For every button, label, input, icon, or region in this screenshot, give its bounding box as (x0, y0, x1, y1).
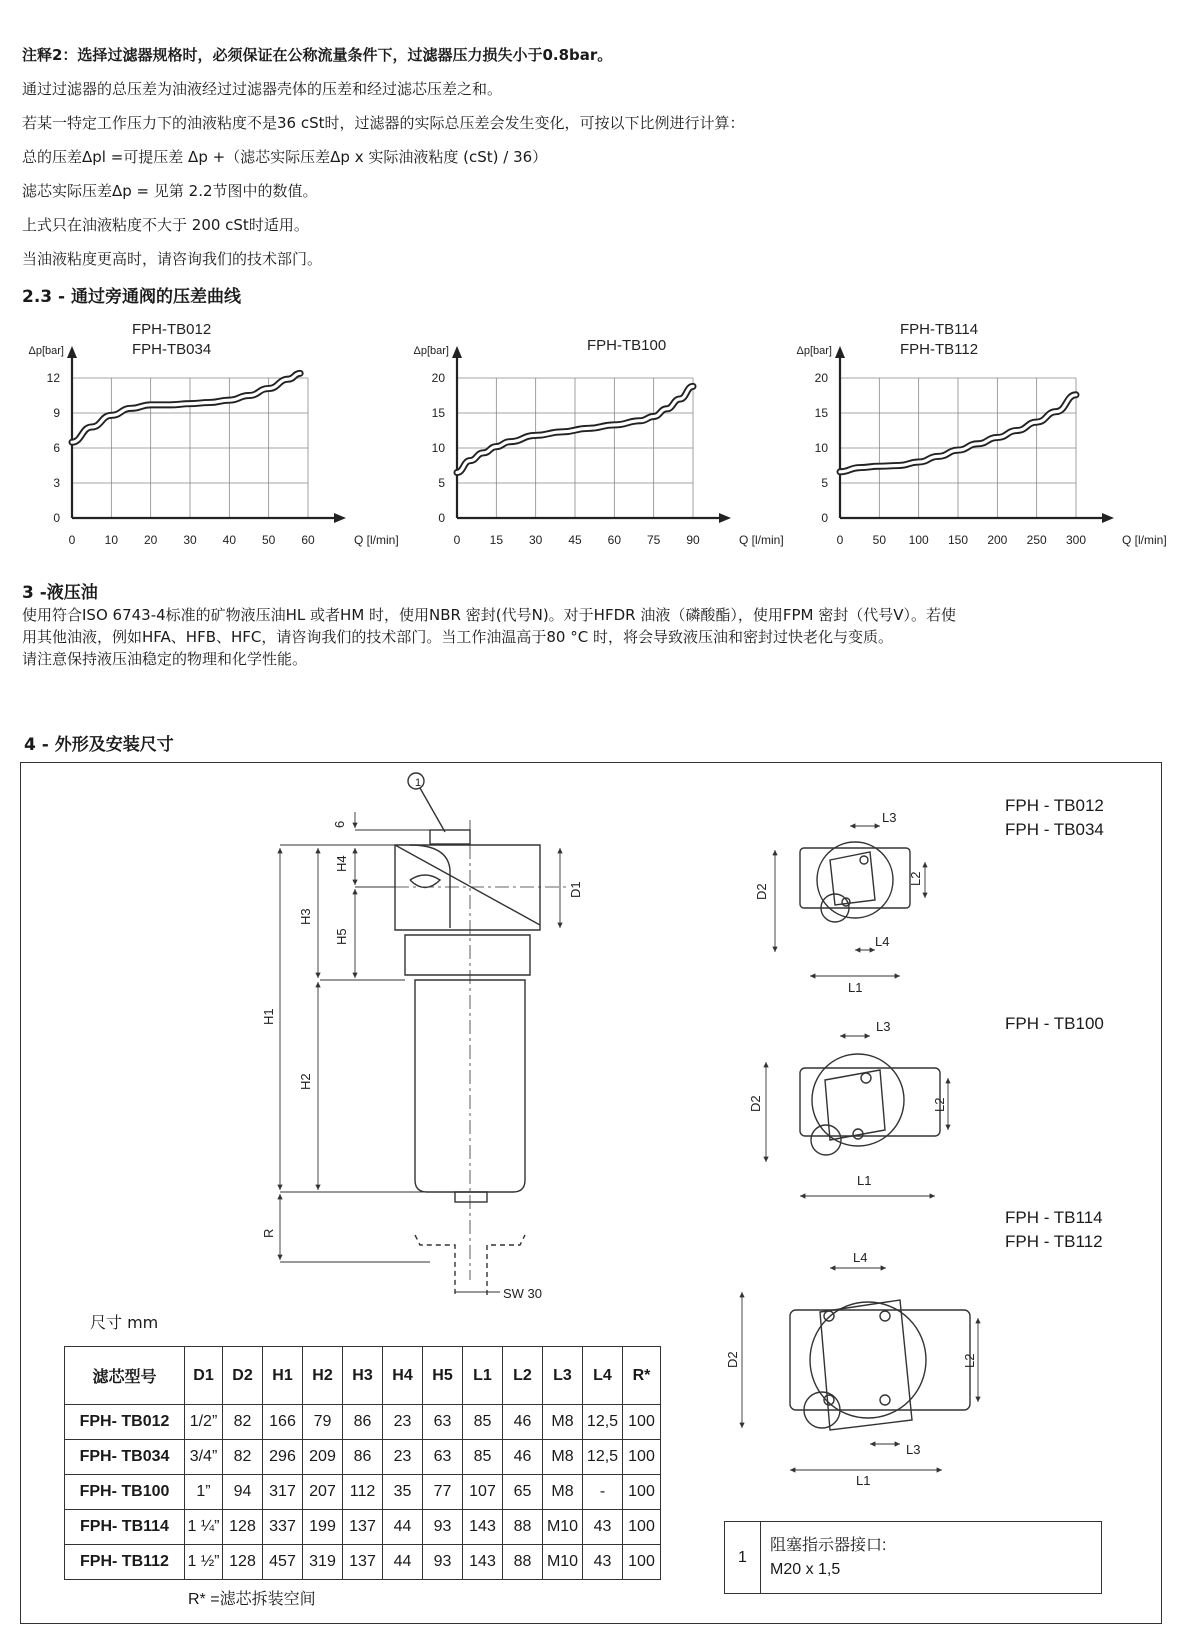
table-cell: M8 (543, 1475, 583, 1510)
table-cell: 137 (343, 1510, 383, 1545)
x-tick-label: 300 (1065, 533, 1087, 547)
table-cell: 3/4” (185, 1440, 223, 1475)
table-cell: 44 (383, 1510, 423, 1545)
table-cell: 23 (383, 1405, 423, 1440)
table-cell: 65 (503, 1475, 543, 1510)
y-tick-label: 0 (438, 511, 445, 525)
table-row (65, 1475, 661, 1510)
x-axis-label: Q [l/min] (739, 533, 784, 547)
table-cell: 77 (423, 1475, 463, 1510)
dim-r: R (261, 1228, 276, 1238)
note-line: 通过过滤器的总压差为油液经过过滤器壳体的压差和经过滤芯压差之和。 (22, 80, 503, 98)
series-line (72, 373, 300, 442)
table-cell: 43 (583, 1545, 623, 1580)
table-header-cell: D2 (223, 1347, 263, 1405)
table-cell: 46 (503, 1440, 543, 1475)
dim-l1: L1 (848, 980, 863, 995)
table-cell: 88 (503, 1545, 543, 1580)
table-cell: 1 ½” (185, 1545, 223, 1580)
table-cell: M8 (543, 1405, 583, 1440)
table-cell: 143 (463, 1545, 503, 1580)
unit-label: 尺寸 mm (90, 1313, 159, 1332)
chart-title: FPH-TB034 (132, 341, 212, 358)
paragraph-line: 使用符合ISO 6743-4标准的矿物液压油HL 或者HM 时，使用NBR 密封(代号N)。对于HFDR 油液（磷酸酯），使用FPM 密封（代号V）。若使 (22, 606, 956, 624)
dim-l4: L4 (875, 934, 890, 949)
y-tick-label: 3 (53, 476, 60, 490)
model-cell: FPH- TB112 (65, 1545, 185, 1580)
dim-h5: H5 (334, 928, 349, 945)
x-tick-label: 50 (872, 533, 887, 547)
note-line: 当油液粘度更高时，请咨询我们的技术部门。 (22, 250, 323, 268)
table-cell: 209 (303, 1440, 343, 1475)
table-header-cell: H2 (303, 1347, 343, 1405)
x-tick-label: 250 (1026, 533, 1047, 547)
table-cell: 12,5 (583, 1440, 623, 1475)
table-cell: 128 (223, 1545, 263, 1580)
table-cell: 86 (343, 1405, 383, 1440)
x-axis-arrow (334, 513, 346, 523)
table-body (65, 1405, 661, 1580)
table-cell: 1 ¼” (185, 1510, 223, 1545)
table-cell: 319 (303, 1545, 343, 1580)
table-cell: 112 (343, 1475, 383, 1510)
table-cell: 107 (463, 1475, 503, 1510)
table-header-cell: 滤芯型号 (65, 1347, 185, 1405)
table-cell: 86 (343, 1440, 383, 1475)
table-cell: 88 (503, 1510, 543, 1545)
legend-text (770, 1534, 886, 1582)
note-2: 注释2：选择过滤器规格时，必须保证在公称流量条件下，过滤器压力损失小于0.8bar。 (22, 46, 613, 64)
model-cell: FPH- TB114 (65, 1510, 185, 1545)
model-label: FPH - TB012 (1005, 796, 1104, 815)
table-cell: 317 (263, 1475, 303, 1510)
x-tick-label: 40 (222, 533, 237, 547)
paragraph-line: 请注意保持液压油稳定的物理和化学性能。 (22, 650, 308, 668)
x-axis-arrow (1102, 513, 1114, 523)
note-line: 上式只在油液粘度不大于 200 cSt时适用。 (22, 216, 309, 234)
section-title-4: 4 - 外形及安装尺寸 (24, 735, 174, 755)
table-cell: M8 (543, 1440, 583, 1475)
y-axis-label: Δp[bar] (28, 345, 64, 357)
table-cell: 93 (423, 1510, 463, 1545)
dimensions-table (64, 1346, 661, 1580)
table-row (65, 1405, 661, 1440)
note-line: 若某一特定工作压力下的油液粘度不是36 cSt时，过滤器的实际总压差会发生变化，可按以下比例进行计算： (22, 114, 745, 132)
note-line: 滤芯实际压差Δp = 见第 2.2节图中的数值。 (22, 182, 318, 200)
x-tick-label: 0 (453, 533, 461, 547)
table-cell: 63 (423, 1405, 463, 1440)
charts-row (0, 310, 1200, 560)
table-cell: 100 (623, 1405, 661, 1440)
table-cell: 82 (223, 1405, 263, 1440)
chart-title: FPH-TB112 (900, 341, 979, 358)
table-cell: 457 (263, 1545, 303, 1580)
hydraulic-oil-text (22, 604, 1182, 670)
table-header-row (65, 1347, 661, 1405)
y-tick-label: 5 (438, 476, 445, 490)
x-tick-label: 50 (261, 533, 276, 547)
dim-h3: H3 (298, 908, 313, 925)
y-tick-label: 5 (821, 476, 828, 490)
chart-title: FPH-TB012 (132, 321, 212, 338)
table-header-cell: H4 (383, 1347, 423, 1405)
dim-d2: D2 (725, 1351, 740, 1368)
x-tick-label: 45 (568, 533, 582, 547)
dim-h1: H1 (261, 1008, 276, 1025)
y-tick-label: 6 (53, 441, 60, 455)
table-cell: 46 (503, 1405, 543, 1440)
x-tick-label: 10 (104, 533, 119, 547)
y-tick-label: 0 (53, 511, 60, 525)
x-tick-label: 60 (301, 533, 315, 547)
table-footnote: R* =滤芯拆装空间 (188, 1591, 316, 1608)
dim-l2: L2 (962, 1353, 977, 1368)
model-cell: FPH- TB012 (65, 1405, 185, 1440)
y-tick-label: 9 (53, 406, 60, 420)
x-tick-label: 30 (528, 533, 543, 547)
table-cell: 93 (423, 1545, 463, 1580)
table-cell: M10 (543, 1510, 583, 1545)
y-tick-label: 10 (431, 441, 445, 455)
x-tick-label: 200 (987, 533, 1008, 547)
dim-h4: H4 (334, 855, 349, 872)
table-header-cell: R* (623, 1347, 661, 1405)
pressure-curves (0, 310, 1200, 560)
table-cell: 100 (623, 1440, 661, 1475)
y-axis-arrow (452, 346, 462, 358)
table-header-cell: H5 (423, 1347, 463, 1405)
paragraph-line: 用其他油液，例如HFA、HFB、HFC，请咨询我们的技术部门。当工作油温高于80 °C 时，将会导致液压油和密封过快老化与变质。 (22, 628, 893, 646)
table-header-cell: D1 (185, 1347, 223, 1405)
table-cell: 82 (223, 1440, 263, 1475)
legend-line: 阻塞指示器接口: (770, 1537, 887, 1554)
table-cell: 44 (383, 1545, 423, 1580)
y-axis-arrow (835, 346, 845, 358)
x-tick-label: 0 (836, 533, 844, 547)
dim-h2: H2 (298, 1073, 313, 1090)
callout-number: 1 (414, 777, 422, 789)
y-axis-arrow (67, 346, 77, 358)
x-axis-arrow (719, 513, 731, 523)
x-tick-label: 20 (143, 533, 158, 547)
dim-6: 6 (332, 820, 347, 828)
dim-l1: L1 (857, 1173, 872, 1188)
dim-d2: D2 (748, 1095, 763, 1112)
section-title-2-3: 2.3 - 通过旁通阀的压差曲线 (22, 287, 242, 307)
table-cell: 100 (623, 1510, 661, 1545)
table-cell: 35 (383, 1475, 423, 1510)
table-row (65, 1440, 661, 1475)
y-axis-label: Δp[bar] (413, 345, 449, 357)
section-title-3: 3 -液压油 (22, 583, 98, 603)
table-cell: 23 (383, 1440, 423, 1475)
table-header-cell: L2 (503, 1347, 543, 1405)
y-tick-label: 12 (46, 371, 60, 385)
chart-title: FPH-TB114 (900, 321, 979, 338)
dim-l3: L3 (876, 1019, 891, 1034)
table-row (65, 1545, 661, 1580)
table-cell: 337 (263, 1510, 303, 1545)
table-row (65, 1510, 661, 1545)
x-tick-label: 15 (489, 533, 504, 547)
y-tick-label: 20 (814, 371, 828, 385)
table-cell: 94 (223, 1475, 263, 1510)
dim-l3: L3 (882, 810, 897, 825)
x-tick-label: 30 (183, 533, 197, 547)
table-cell: 143 (463, 1510, 503, 1545)
x-tick-label: 90 (686, 533, 700, 547)
table-cell: 296 (263, 1440, 303, 1475)
table-cell: 63 (423, 1440, 463, 1475)
note-line: 总的压差Δpl =可提压差 Δp +（滤芯实际压差Δp x 实际油液粘度 (cSt) / 36） (22, 148, 548, 166)
table-cell: 79 (303, 1405, 343, 1440)
x-axis-label: Q [l/min] (354, 533, 399, 547)
table-header-cell: L3 (543, 1347, 583, 1405)
table-header-cell: L4 (583, 1347, 623, 1405)
table-cell: M10 (543, 1545, 583, 1580)
x-tick-label: 0 (68, 533, 76, 547)
dim-sw: SW 30 (503, 1286, 543, 1301)
x-axis-label: Q [l/min] (1122, 533, 1167, 547)
legend-number: 1 (725, 1522, 761, 1593)
indicator-legend (724, 1521, 1102, 1594)
y-axis-label: Δp[bar] (796, 345, 832, 357)
model-cell: FPH- TB034 (65, 1440, 185, 1475)
table-cell: 85 (463, 1440, 503, 1475)
x-tick-label: 100 (908, 533, 929, 547)
table-cell: 43 (583, 1510, 623, 1545)
table-cell: 166 (263, 1405, 303, 1440)
table-cell: 100 (623, 1475, 661, 1510)
dim-l2: L2 (932, 1097, 947, 1112)
table-cell: 1” (185, 1475, 223, 1510)
dim-d1: D1 (568, 881, 583, 898)
series-line-outline (72, 373, 300, 442)
y-tick-label: 15 (431, 406, 445, 420)
table-cell: 1/2” (185, 1405, 223, 1440)
y-tick-label: 0 (821, 511, 828, 525)
x-tick-label: 75 (646, 533, 661, 547)
table-cell: 85 (463, 1405, 503, 1440)
model-label: FPH - TB100 (1005, 1014, 1104, 1033)
x-tick-label: 150 (947, 533, 969, 547)
table-cell: - (583, 1475, 623, 1510)
model-cell: FPH- TB100 (65, 1475, 185, 1510)
dim-l4: L4 (853, 1250, 868, 1265)
table-header-cell: H3 (343, 1347, 383, 1405)
table-cell: 137 (343, 1545, 383, 1580)
model-label: FPH - TB034 (1005, 820, 1104, 839)
y-tick-label: 10 (814, 441, 828, 455)
dim-l1: L1 (856, 1473, 871, 1488)
model-label: FPH - TB114 (1005, 1208, 1103, 1227)
x-tick-label: 60 (607, 533, 622, 547)
dim-l3: L3 (906, 1442, 921, 1457)
table-cell: 207 (303, 1475, 343, 1510)
dim-d2: D2 (754, 883, 769, 900)
table-cell: 199 (303, 1510, 343, 1545)
model-label: FPH - TB112 (1005, 1232, 1103, 1251)
dim-l2: L2 (908, 871, 923, 886)
y-tick-label: 15 (814, 406, 828, 420)
table-header-cell: L1 (463, 1347, 503, 1405)
chart-title: FPH-TB100 (587, 337, 667, 354)
legend-line: M20 x 1,5 (770, 1561, 841, 1578)
table-cell: 12,5 (583, 1405, 623, 1440)
table-cell: 128 (223, 1510, 263, 1545)
table-header-cell: H1 (263, 1347, 303, 1405)
table-cell: 100 (623, 1545, 661, 1580)
y-tick-label: 20 (431, 371, 445, 385)
